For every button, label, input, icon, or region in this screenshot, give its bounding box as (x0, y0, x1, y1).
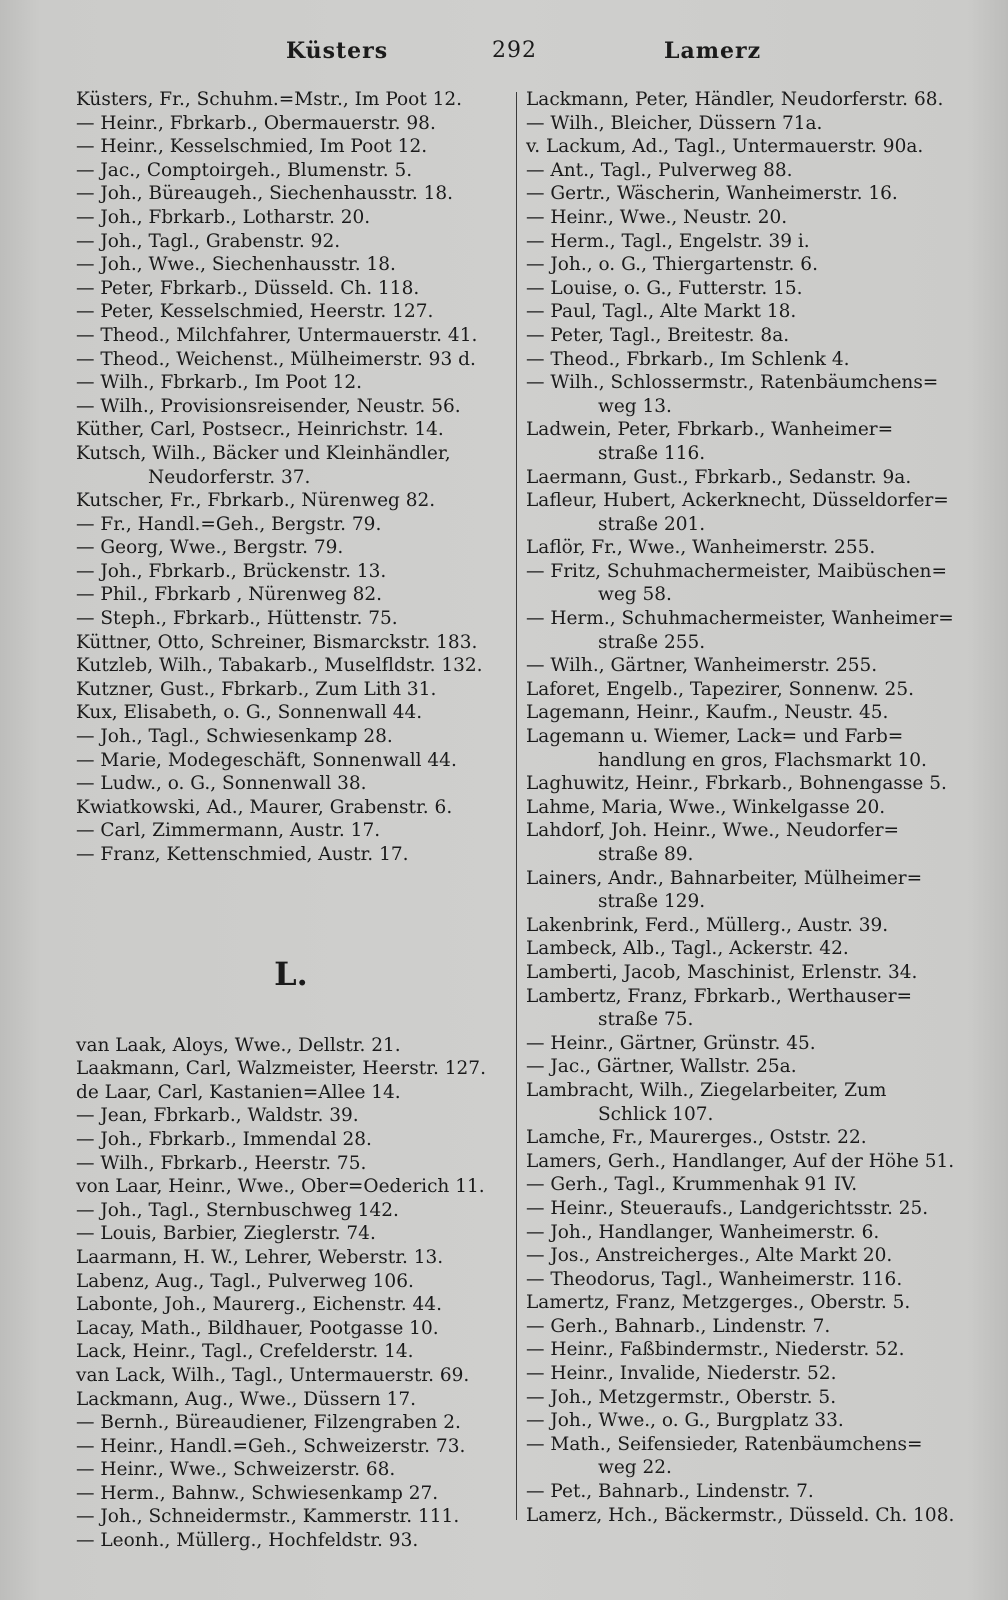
entry-continuation: handlung en gros, Flachsmarkt 10. (598, 749, 927, 771)
directory-entry: — Jos., Anstreicherges., Alte Markt 20. (526, 1245, 893, 1267)
directory-entry: — Joh., Wwe., Siechenhausstr. 18. (76, 254, 396, 276)
directory-entry: Laakmann, Carl, Walzmeister, Heerstr. 127. (76, 1058, 486, 1080)
directory-entry: Lack, Heinr., Tagl., Crefelderstr. 14. (76, 1341, 414, 1363)
entry-continuation: Neudorferstr. 37. (148, 466, 311, 488)
right-column (526, 88, 958, 1527)
directory-entry: — Jac., Gärtner, Wallstr. 25a. (526, 1056, 797, 1078)
directory-entry: Kutzner, Gust., Fbrkarb., Zum Lith 31. (76, 678, 437, 700)
header-right-word: Lamerz (664, 38, 762, 64)
directory-entry: — Herm., Schuhmachermeister, Wanheimer= (526, 608, 954, 630)
section-letter-heading: L. (274, 954, 308, 993)
directory-entry: — Carl, Zimmermann, Austr. 17. (76, 820, 381, 842)
header-left-word: Küsters (286, 38, 389, 64)
directory-entry: — Joh., Wwe., o. G., Burgplatz 33. (526, 1410, 844, 1432)
directory-entry: — Paul, Tagl., Alte Markt 18. (526, 301, 797, 323)
directory-entry: — Joh., Tagl., Sternbuschweg 142. (76, 1199, 399, 1221)
directory-entry: Kwiatkowski, Ad., Maurer, Grabenstr. 6. (76, 796, 453, 818)
directory-entry: Lamertz, Franz, Metzgerges., Oberstr. 5. (526, 1292, 911, 1314)
directory-entry: Küttner, Otto, Schreiner, Bismarckstr. 183. (76, 631, 478, 653)
directory-entry: Lacay, Math., Bildhauer, Pootgasse 10. (76, 1317, 439, 1339)
entry-continuation: straße 116. (598, 442, 706, 464)
directory-entry: Laghuwitz, Heinr., Fbrkarb., Bohnengasse 5. (526, 773, 947, 795)
directory-entry: Küsters, Fr., Schuhm.=Mstr., Im Poot 12. (76, 89, 463, 110)
directory-entry: — Heinr., Handl.=Geh., Schweizerstr. 73. (76, 1435, 466, 1457)
directory-entry: — Pet., Bahnarb., Lindenstr. 7. (526, 1481, 814, 1503)
entry-continuation: weg 13. (598, 395, 672, 417)
directory-entry: — Fr., Handl.=Geh., Bergstr. 79. (76, 513, 382, 535)
directory-entry: — Jean, Fbrkarb., Waldstr. 39. (76, 1105, 359, 1127)
directory-entry: Lafleur, Hubert, Ackerknecht, Düsseldorfer= (526, 490, 949, 512)
directory-entry: — Joh., Schneidermstr., Kammerstr. 111. (76, 1506, 460, 1528)
directory-entry: — Georg, Wwe., Bergstr. 79. (76, 537, 344, 559)
directory-entry: — Leonh., Müllerg., Hochfeldstr. 93. (76, 1530, 419, 1552)
directory-entry: — Joh., Metzgermstr., Oberstr. 5. (526, 1386, 837, 1408)
directory-entry: — Theod., Milchfahrer, Untermauerstr. 41. (76, 324, 478, 346)
directory-entry: — Fritz, Schuhmachermeister, Maibüschen= (526, 560, 947, 582)
directory-entry: Lackmann, Peter, Händler, Neudorferstr. 68. (526, 89, 944, 110)
directory-entry: von Laar, Heinr., Wwe., Ober=Oederich 11. (76, 1176, 485, 1198)
directory-entry: — Wilh., Gärtner, Wanheimerstr. 255. (526, 655, 878, 677)
directory-entry: de Laar, Carl, Kastanien=Allee 14. (76, 1081, 401, 1103)
directory-entry: Lagemann, Heinr., Kaufm., Neustr. 45. (526, 702, 889, 724)
directory-entry: — Gerh., Bahnarb., Lindenstr. 7. (526, 1315, 831, 1337)
directory-entry: — Joh., Fbrkarb., Brückenstr. 13. (76, 560, 387, 582)
entry-continuation: straße 89. (598, 844, 694, 865)
directory-entry: Lamche, Fr., Maurerges., Oststr. 22. (526, 1127, 867, 1149)
directory-entry: — Theod., Fbrkarb., Im Schlenk 4. (526, 348, 850, 370)
directory-entry: — Wilh., Schlossermstr., Ratenbäumchens= (526, 372, 939, 394)
directory-entry: — Gertr., Wäscherin, Wanheimerstr. 16. (526, 183, 898, 205)
directory-entry: Lambertz, Franz, Fbrkarb., Werthauser= (526, 985, 913, 1007)
directory-entry: — Peter, Tagl., Breitestr. 8a. (526, 324, 790, 346)
directory-entry: v. Lackum, Ad., Tagl., Untermauerstr. 90a. (526, 136, 924, 158)
directory-entry: — Joh., Büreaugeh., Siechenhausstr. 18. (76, 183, 454, 205)
directory-entry: Lambracht, Wilh., Ziegelarbeiter, Zum (526, 1079, 887, 1101)
entry-continuation: straße 255. (598, 631, 706, 653)
directory-entry: Kutzleb, Wilh., Tabakarb., Muselfldstr. 132. (76, 655, 483, 677)
entry-continuation: weg 58. (598, 584, 672, 606)
directory-entry: Lahme, Maria, Wwe., Winkelgasse 20. (526, 796, 886, 818)
directory-entry: — Gerh., Tagl., Krummenhak 91 IV. (526, 1174, 858, 1196)
directory-entry: — Herm., Tagl., Engelstr. 39 i. (526, 230, 810, 252)
entry-continuation: weg 22. (598, 1457, 672, 1479)
directory-entry: — Joh., Fbrkarb., Lotharstr. 20. (76, 206, 371, 228)
directory-entry: — Heinr., Kesselschmied, Im Poot 12. (76, 136, 428, 158)
directory-entry: Laarmann, H. W., Lehrer, Weberstr. 13. (76, 1246, 444, 1268)
directory-entry: — Wilh., Bleicher, Düssern 71a. (526, 112, 823, 134)
directory-entry: Lamerz, Hch., Bäckermstr., Düsseld. Ch. 108. (526, 1504, 955, 1526)
section-spacer (76, 867, 506, 914)
directory-entry: — Joh., Tagl., Schwiesenkamp 28. (76, 726, 393, 748)
directory-entry: Kutsch, Wilh., Bäcker und Kleinhändler, (76, 442, 451, 464)
directory-entry: — Joh., o. G., Thiergartenstr. 6. (526, 254, 818, 276)
directory-entry: Lambeck, Alb., Tagl., Ackerstr. 42. (526, 938, 849, 960)
directory-entry: — Heinr., Gärtner, Grünstr. 45. (526, 1032, 816, 1054)
directory-entry: — Louis, Barbier, Zieglerstr. 74. (76, 1223, 376, 1245)
directory-entry: — Heinr., Steueraufs., Landgerichtsstr. 25. (526, 1197, 929, 1219)
directory-entry: van Lack, Wilh., Tagl., Untermauerstr. 69. (76, 1364, 470, 1386)
directory-entry: van Laak, Aloys, Wwe., Dellstr. 21. (76, 1034, 401, 1056)
directory-entry: Kux, Elisabeth, o. G., Sonnenwall 44. (76, 702, 423, 724)
directory-entry: — Jac., Comptoirgeh., Blumenstr. 5. (76, 159, 413, 181)
directory-entry: — Herm., Bahnw., Schwiesenkamp 27. (76, 1482, 439, 1504)
directory-entry: — Heinr., Wwe., Schweizerstr. 68. (76, 1459, 396, 1481)
directory-entry: Ladwein, Peter, Fbrkarb., Wanheimer= (526, 419, 894, 441)
directory-entry: Lakenbrink, Ferd., Müllerg., Austr. 39. (526, 914, 889, 936)
directory-entry: — Phil., Fbrkarb , Nürenweg 82. (76, 584, 383, 606)
directory-entry: — Theodorus, Tagl., Wanheimerstr. 116. (526, 1268, 903, 1290)
directory-entry: — Joh., Tagl., Grabenstr. 92. (76, 230, 341, 252)
directory-entry: Laermann, Gust., Fbrkarb., Sedanstr. 9a. (526, 466, 912, 488)
directory-entry: — Ant., Tagl., Pulverweg 88. (526, 159, 793, 181)
directory-entry: — Louise, o. G., Futterstr. 15. (526, 277, 803, 299)
directory-entry: — Wilh., Fbrkarb., Heerstr. 75. (76, 1152, 367, 1174)
directory-entry: Lainers, Andr., Bahnarbeiter, Mülheimer= (526, 867, 923, 889)
directory-entry: Kutscher, Fr., Fbrkarb., Nürenweg 82. (76, 490, 436, 512)
directory-entry: Laflör, Fr., Wwe., Wanheimerstr. 255. (526, 537, 876, 559)
directory-entry: Lahdorf, Joh. Heinr., Wwe., Neudorfer= (526, 820, 900, 842)
directory-entry: — Heinr., Invalide, Niederstr. 52. (526, 1363, 837, 1385)
directory-entry: — Heinr., Wwe., Neustr. 20. (526, 206, 788, 228)
directory-entry: — Peter, Kesselschmied, Heerstr. 127. (76, 301, 434, 323)
directory-entry: Lamers, Gerh., Handlanger, Auf der Höhe 51. (526, 1150, 955, 1172)
directory-entry: — Steph., Fbrkarb., Hüttenstr. 75. (76, 608, 398, 630)
directory-entry: — Heinr., Faßbindermstr., Niederstr. 52. (526, 1339, 905, 1361)
directory-entry: Lamberti, Jacob, Maschinist, Erlenstr. 34. (526, 961, 918, 983)
directory-entry: — Joh., Fbrkarb., Immendal 28. (76, 1128, 372, 1150)
page-number: 292 (492, 38, 537, 63)
directory-entry: Küther, Carl, Postsecr., Heinrichstr. 14. (76, 419, 444, 441)
entry-continuation: straße 75. (598, 1009, 694, 1031)
entry-continuation: straße 201. (598, 513, 706, 535)
directory-entry: Lackmann, Aug., Wwe., Düssern 17. (76, 1388, 416, 1410)
directory-entry: Laforet, Engelb., Tapezirer, Sonnenw. 25. (526, 678, 914, 700)
left-column (76, 88, 506, 1553)
directory-entry: Labenz, Aug., Tagl., Pulverweg 106. (76, 1270, 414, 1292)
directory-entry: — Marie, Modegeschäft, Sonnenwall 44. (76, 749, 457, 771)
directory-entry: — Heinr., Fbrkarb., Obermauerstr. 98. (76, 112, 436, 134)
directory-entry: — Ludw., o. G., Sonnenwall 38. (76, 773, 367, 795)
directory-entry: Labonte, Joh., Maurerg., Eichenstr. 44. (76, 1294, 442, 1316)
directory-entry: — Wilh., Fbrkarb., Im Poot 12. (76, 372, 362, 394)
entry-continuation: Schlick 107. (598, 1103, 714, 1125)
page-header (0, 38, 1008, 72)
directory-entry: — Peter, Fbrkarb., Düsseld. Ch. 118. (76, 277, 420, 299)
directory-entry: Lagemann u. Wiemer, Lack= und Farb= (526, 726, 904, 748)
column-divider (516, 92, 517, 1520)
directory-entry: — Franz, Kettenschmied, Austr. 17. (76, 844, 409, 865)
entry-continuation: straße 129. (598, 891, 706, 913)
directory-entry: — Theod., Weichenst., Mülheimerstr. 93 d. (76, 348, 476, 370)
directory-entry: — Wilh., Provisionsreisender, Neustr. 56. (76, 395, 461, 417)
directory-entry: — Bernh., Büreaudiener, Filzengraben 2. (76, 1412, 461, 1434)
directory-entry: — Joh., Handlanger, Wanheimerstr. 6. (526, 1221, 880, 1243)
directory-entry: — Math., Seifensieder, Ratenbäumchens= (526, 1433, 923, 1455)
